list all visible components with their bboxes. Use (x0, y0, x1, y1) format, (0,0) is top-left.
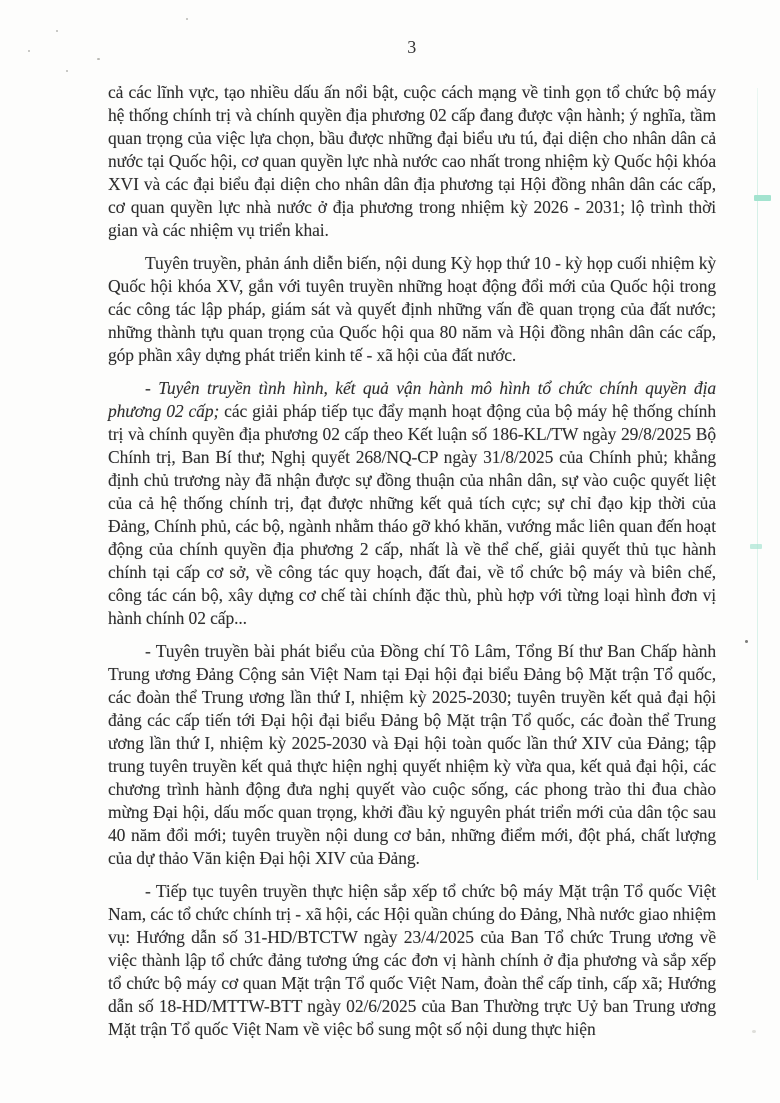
paragraph-segment: cả các lĩnh vực, tạo nhiều dấu ấn nổi bật, cuộc cách mạng về tinh gọn tổ chức bộ máy hệ thống chính trị và chính quyền địa phương 02 cấp đang được vận hành; ý nghĩa, tầm quan trọng của việc lựa chọn, bầu được những đại biểu ưu tú, đại diện cho nhân dân cả nước tại Quốc hội, cơ quan quyền lực nhà nước cao nhất trong nhiệm kỳ Quốc hội khóa XVI và các đại biểu đại diện cho nhân dân địa phương tại Hội đồng nhân dân các cấp, cơ quan quyền lực nhà nước ở địa phương trong nhiệm kỳ 2026 - 2031; lộ trình thời gian và các nhiệm vụ triển khai. (108, 82, 716, 240)
paragraph (108, 81, 716, 242)
scan-speck (745, 640, 748, 643)
paragraph-segment: các giải pháp tiếp tục đẩy mạnh hoạt động của bộ máy hệ thống chính trị và chính quyền địa phương 02 cấp theo Kết luận số 186-KL/TW ngày 29/8/2025 Bộ Chính trị, Ban Bí thư; Nghị quyết 268/NQ-CP ngày 31/8/2025 của Chính phủ; khẳng định chủ trương này đã nhận được sự đồng thuận của nhân dân, sự vào cuộc quyết liệt của cả hệ thống chính trị, đạt được những kết quả tích cực; sự chỉ đạo kịp thời của Đảng, Chính phủ, các bộ, ngành nhằm tháo gỡ khó khăn, vướng mắc liên quan đến hoạt động của chính quyền địa phương 2 cấp, nhất là về thể chế, giải quyết thủ tục hành chính tại cấp cơ sở, về công tác quy hoạch, đất đai, về tổ chức bộ máy và biên chế, công tác cán bộ, xây dựng cơ chế tài chính đặc thù, phù hợp với từng loại hình đơn vị hành chính 02 cấp... (108, 401, 716, 628)
page-number: 3 (407, 37, 417, 57)
paragraph-segment: - Tiếp tục tuyên truyền thực hiện sắp xếp tổ chức bộ máy Mặt trận Tổ quốc Việt Nam, các tổ chức chính trị - xã hội, các Hội quần chúng do Đảng, Nhà nước giao nhiệm vụ: Hướng dẫn số 31-HD/BTCTW ngày 23/4/2025 của Ban Tổ chức Trung ương về việc thành lập tổ chức đảng tương ứng các đơn vị hành chính ở địa phương và sắp xếp tổ chức bộ máy cơ quan Mặt trận Tổ quốc Việt Nam, đoàn thể cấp tỉnh, cấp xã; Hướng dẫn số 18-HD/MTTW-BTT ngày 02/6/2025 của Ban Thường trực Uỷ ban Trung ương Mặt trận Tổ quốc Việt Nam về việc bổ sung một số nội dung thực hiện (108, 881, 716, 1039)
paragraph (108, 377, 716, 630)
paragraph (108, 640, 716, 870)
scan-tick-artifact (750, 544, 762, 549)
scan-speck (97, 58, 100, 60)
paragraph (108, 252, 716, 367)
scan-speck (66, 70, 68, 72)
paragraph-segment: Tuyên truyền, phản ánh diễn biến, nội dung Kỳ họp thứ 10 - kỳ họp cuối nhiệm kỳ Quốc hội khóa XV, gắn với tuyên truyền những hoạt động đổi mới của Quốc hội trong các công tác lập pháp, giám sát và quyết định những vấn đề quan trọng của đất nước; những thành tựu quan trọng của Quốc hội qua 80 năm và Hội đồng nhân dân các cấp, góp phần xây dựng phát triển kinh tế - xã hội của đất nước. (108, 253, 716, 365)
scan-tick-artifact (754, 195, 771, 201)
paragraph (108, 880, 716, 1041)
scan-line-artifact (757, 88, 758, 880)
scan-speck (56, 30, 58, 32)
paragraph-segment-italic: - Tuyên truyền tình hình, kết quả vận hành mô hình tổ chức chính quyền địa phương 02 cấp; (108, 378, 716, 421)
scan-speck (752, 1030, 756, 1033)
paragraph-segment: - Tuyên truyền bài phát biểu của Đồng chí Tô Lâm, Tổng Bí thư Ban Chấp hành Trung ương Đảng Cộng sản Việt Nam tại Đại hội đại biểu Đảng bộ Mặt trận Tổ quốc, các đoàn thể Trung ương lần thứ I, nhiệm kỳ 2025-2030; tuyên truyền kết quả đại hội đảng các cấp tiến tới Đại hội đại biểu Đảng bộ Mặt trận Tổ quốc, các đoàn thể Trung ương lần thứ I, nhiệm kỳ 2025-2030 và Đại hội toàn quốc lần thứ XIV của Đảng; tập trung tuyên truyền kết quả thực hiện nghị quyết nhiệm kỳ vừa qua, kết quả đại hội, các chương trình hành động đưa nghị quyết vào cuộc sống, các phong trào thi đua chào mừng Đại hội, dấu mốc quan trọng, khởi đầu kỷ nguyên phát triển mới của dân tộc sau 40 năm đổi mới; tuyên truyền nội dung cơ bản, những điểm mới, đột phá, chất lượng của dự thảo Văn kiện Đại hội XIV của Đảng. (108, 641, 716, 868)
document-body (108, 81, 716, 1041)
scan-speck (28, 50, 30, 52)
scan-speck (186, 18, 188, 20)
